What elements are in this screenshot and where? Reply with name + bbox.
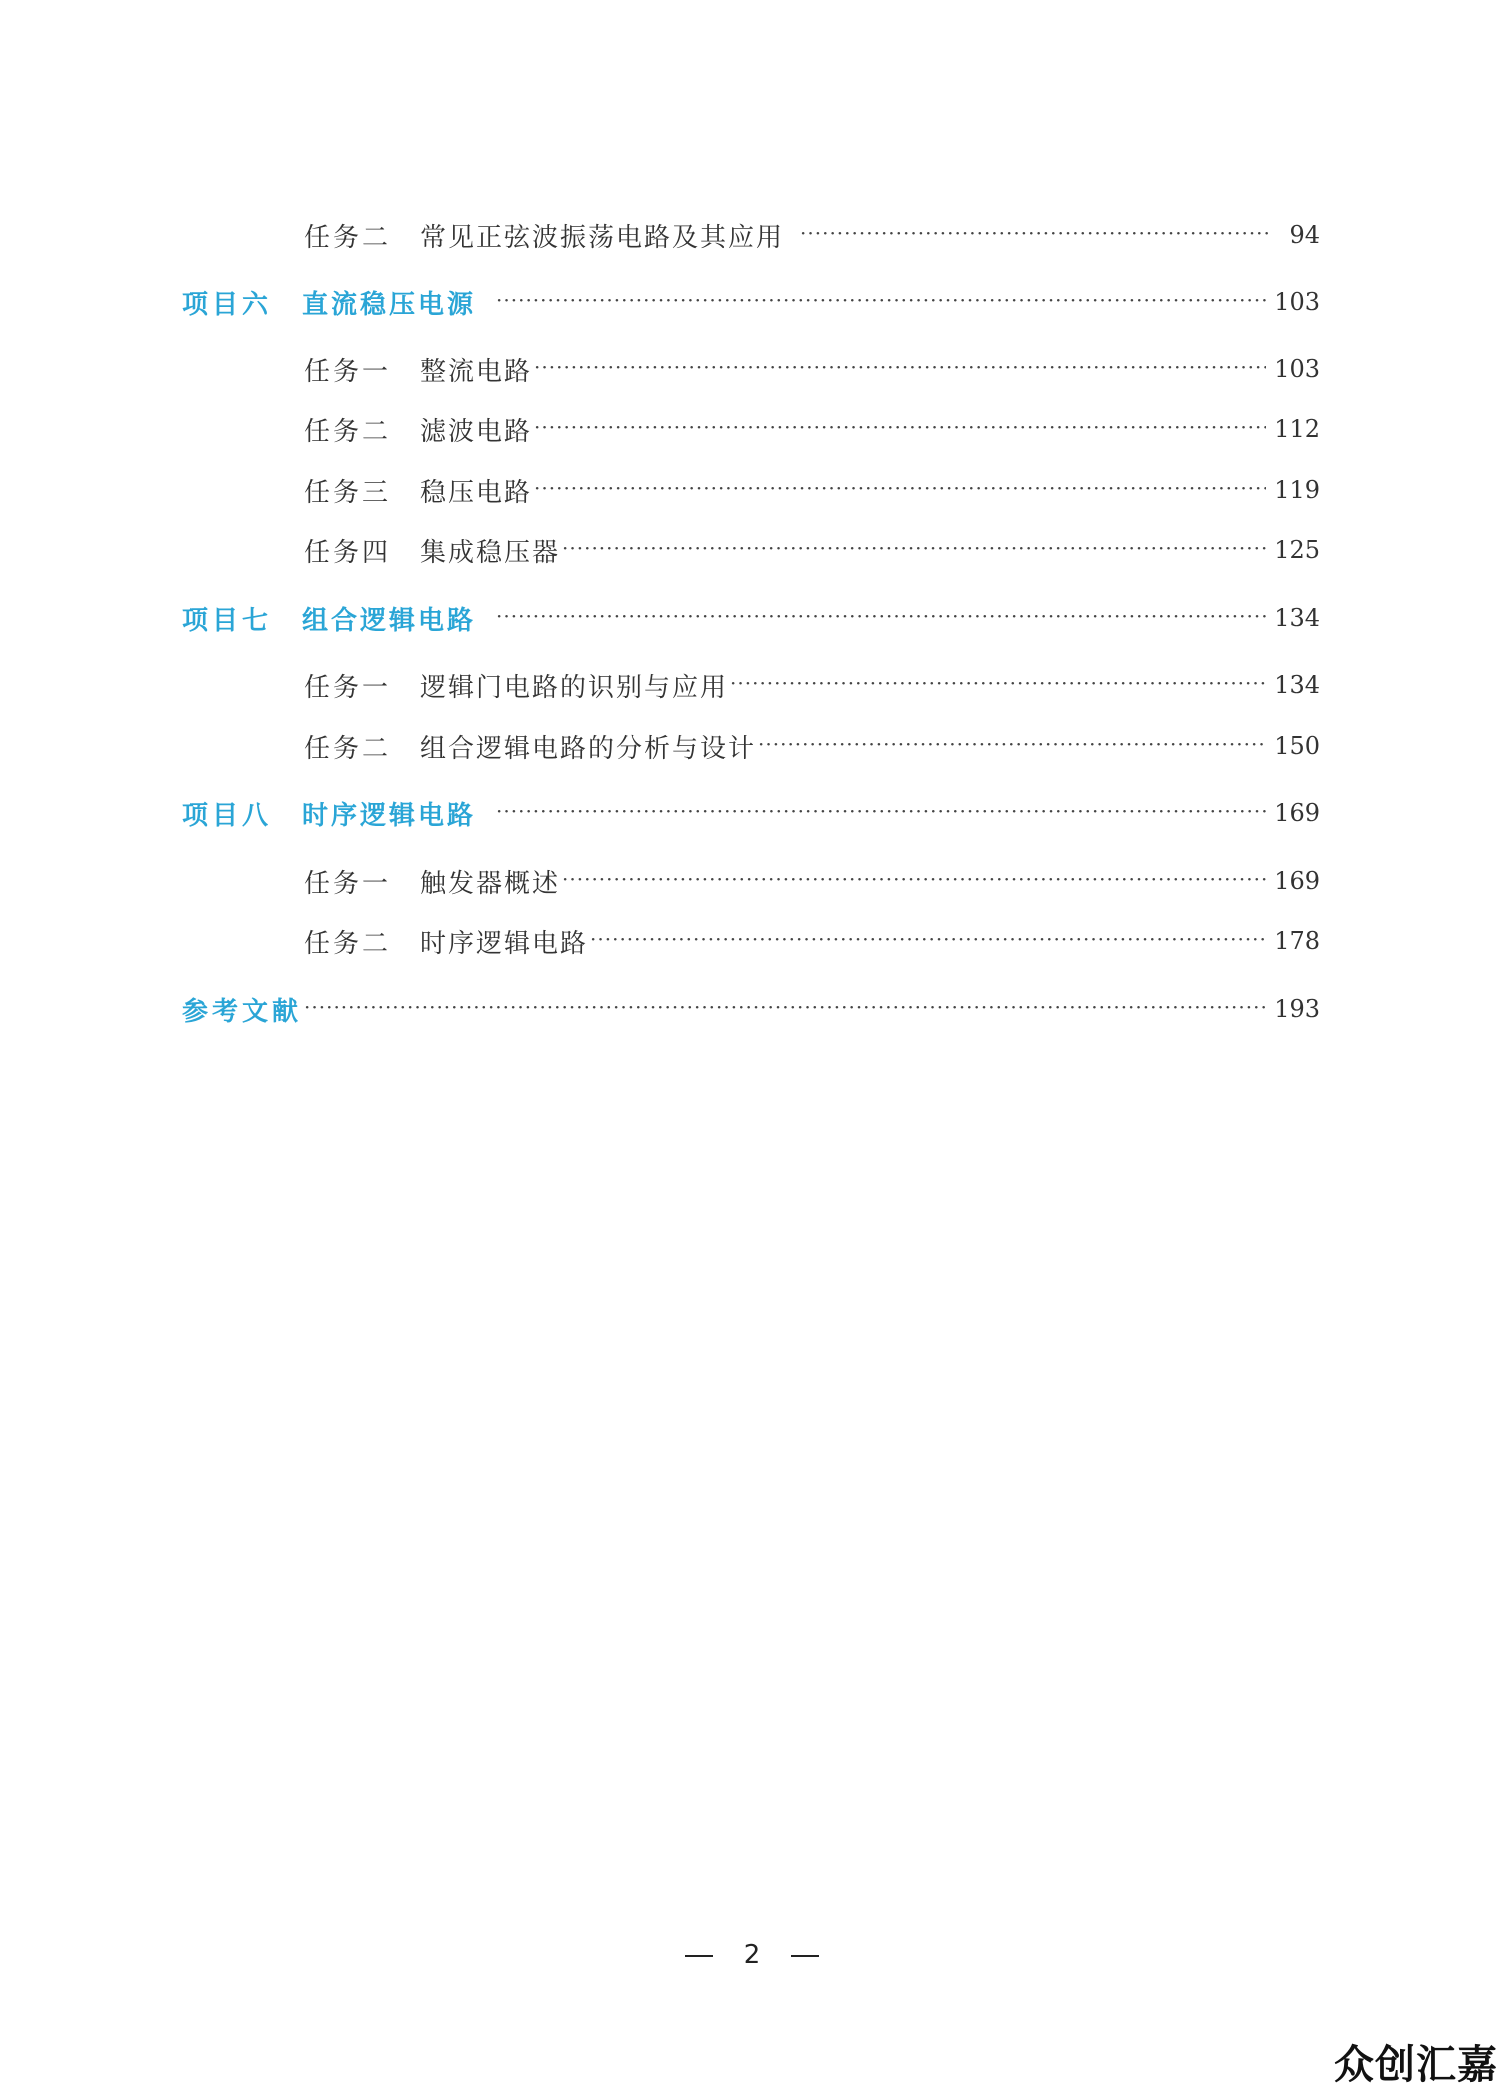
toc-entry-task[interactable] [304, 468, 1320, 512]
toc-entry-prefix: 项目七 [182, 605, 273, 636]
toc-entry-references[interactable] [182, 987, 1320, 1031]
toc-entry-project[interactable] [182, 596, 1320, 640]
toc-entry-page: 178 [1274, 927, 1320, 955]
toc-entry-project[interactable] [182, 280, 1320, 324]
toc-entry-task[interactable] [304, 919, 1320, 963]
toc-entry-task[interactable] [304, 407, 1320, 451]
toc-entry-page: 103 [1274, 355, 1320, 383]
toc-entry-page: 94 [1289, 221, 1320, 249]
toc-entry-page: 193 [1274, 995, 1320, 1023]
toc-dot-leader [800, 221, 1268, 245]
toc-entry-task[interactable] [304, 859, 1320, 903]
toc-entry-project[interactable] [182, 791, 1320, 835]
toc-entry-page: 125 [1274, 536, 1320, 564]
toc-dot-leader [496, 799, 1266, 823]
toc-entry-title: 常见正弦波振荡电路及其应用 [420, 222, 785, 253]
toc-entry-title: 参考文献 [182, 996, 303, 1027]
toc-entry-prefix: 任务四 [304, 537, 392, 568]
toc-entry-title: 直流稳压电源 [302, 289, 477, 320]
toc-entry-title: 稳压电路 [420, 477, 533, 508]
toc-dot-leader [534, 476, 1266, 500]
toc-entry-task[interactable] [304, 663, 1320, 707]
toc-entry-title: 滤波电路 [420, 416, 533, 447]
toc-entry-page: 169 [1274, 799, 1320, 827]
toc-entry-task[interactable] [304, 724, 1320, 768]
toc-entry-prefix: 任务三 [304, 477, 392, 508]
toc-entry-page: 119 [1274, 476, 1320, 504]
toc-entry-title: 逻辑门电路的识别与应用 [420, 672, 729, 703]
toc-entry-page: 103 [1274, 288, 1320, 316]
folio-dash-right [791, 1955, 819, 1957]
toc-entry-prefix: 任务二 [304, 928, 392, 959]
toc-entry-title: 时序逻辑电路 [420, 928, 589, 959]
toc-entry-title: 集成稳压器 [420, 537, 561, 568]
toc-entry-title: 时序逻辑电路 [302, 800, 477, 831]
page-number: 2 [743, 1940, 761, 1970]
toc-entry-page: 134 [1274, 671, 1320, 699]
toc-entry-prefix: 任务一 [304, 672, 392, 703]
toc-dot-leader [730, 671, 1266, 695]
toc-entry-prefix: 项目八 [182, 800, 273, 831]
page-folio [0, 1940, 1504, 1970]
toc-dot-leader [562, 536, 1266, 560]
toc-dot-leader [758, 732, 1266, 756]
toc-entry-title: 整流电路 [420, 356, 533, 387]
toc-dot-leader [304, 995, 1266, 1019]
toc-entry-task[interactable] [304, 213, 1320, 257]
toc-dot-leader [534, 355, 1266, 379]
toc-dot-leader [562, 867, 1266, 891]
toc-dot-leader [496, 288, 1266, 312]
toc-entry-title: 组合逻辑电路 [302, 605, 477, 636]
toc-entry-page: 150 [1274, 732, 1320, 760]
toc-entry-task[interactable] [304, 528, 1320, 572]
toc-entry-prefix: 任务一 [304, 868, 392, 899]
toc-dot-leader [590, 927, 1266, 951]
toc-entry-task[interactable] [304, 347, 1320, 391]
toc-entry-prefix: 任务二 [304, 416, 392, 447]
toc-entry-prefix: 项目六 [182, 289, 273, 320]
toc-dot-leader [534, 415, 1266, 439]
folio-dash-left [685, 1955, 713, 1957]
toc-dot-leader [496, 604, 1266, 628]
toc-entry-title: 触发器概述 [420, 868, 561, 899]
toc-entry-page: 134 [1274, 604, 1320, 632]
toc-entry-prefix: 任务二 [304, 733, 392, 764]
toc-entry-title: 组合逻辑电路的分析与设计 [420, 733, 757, 764]
watermark-logo: 众创汇嘉 [1334, 2042, 1498, 2088]
toc-entry-page: 169 [1274, 867, 1320, 895]
toc-entry-prefix: 任务二 [304, 222, 392, 253]
toc-entry-prefix: 任务一 [304, 356, 392, 387]
toc-entry-page: 112 [1274, 415, 1320, 443]
